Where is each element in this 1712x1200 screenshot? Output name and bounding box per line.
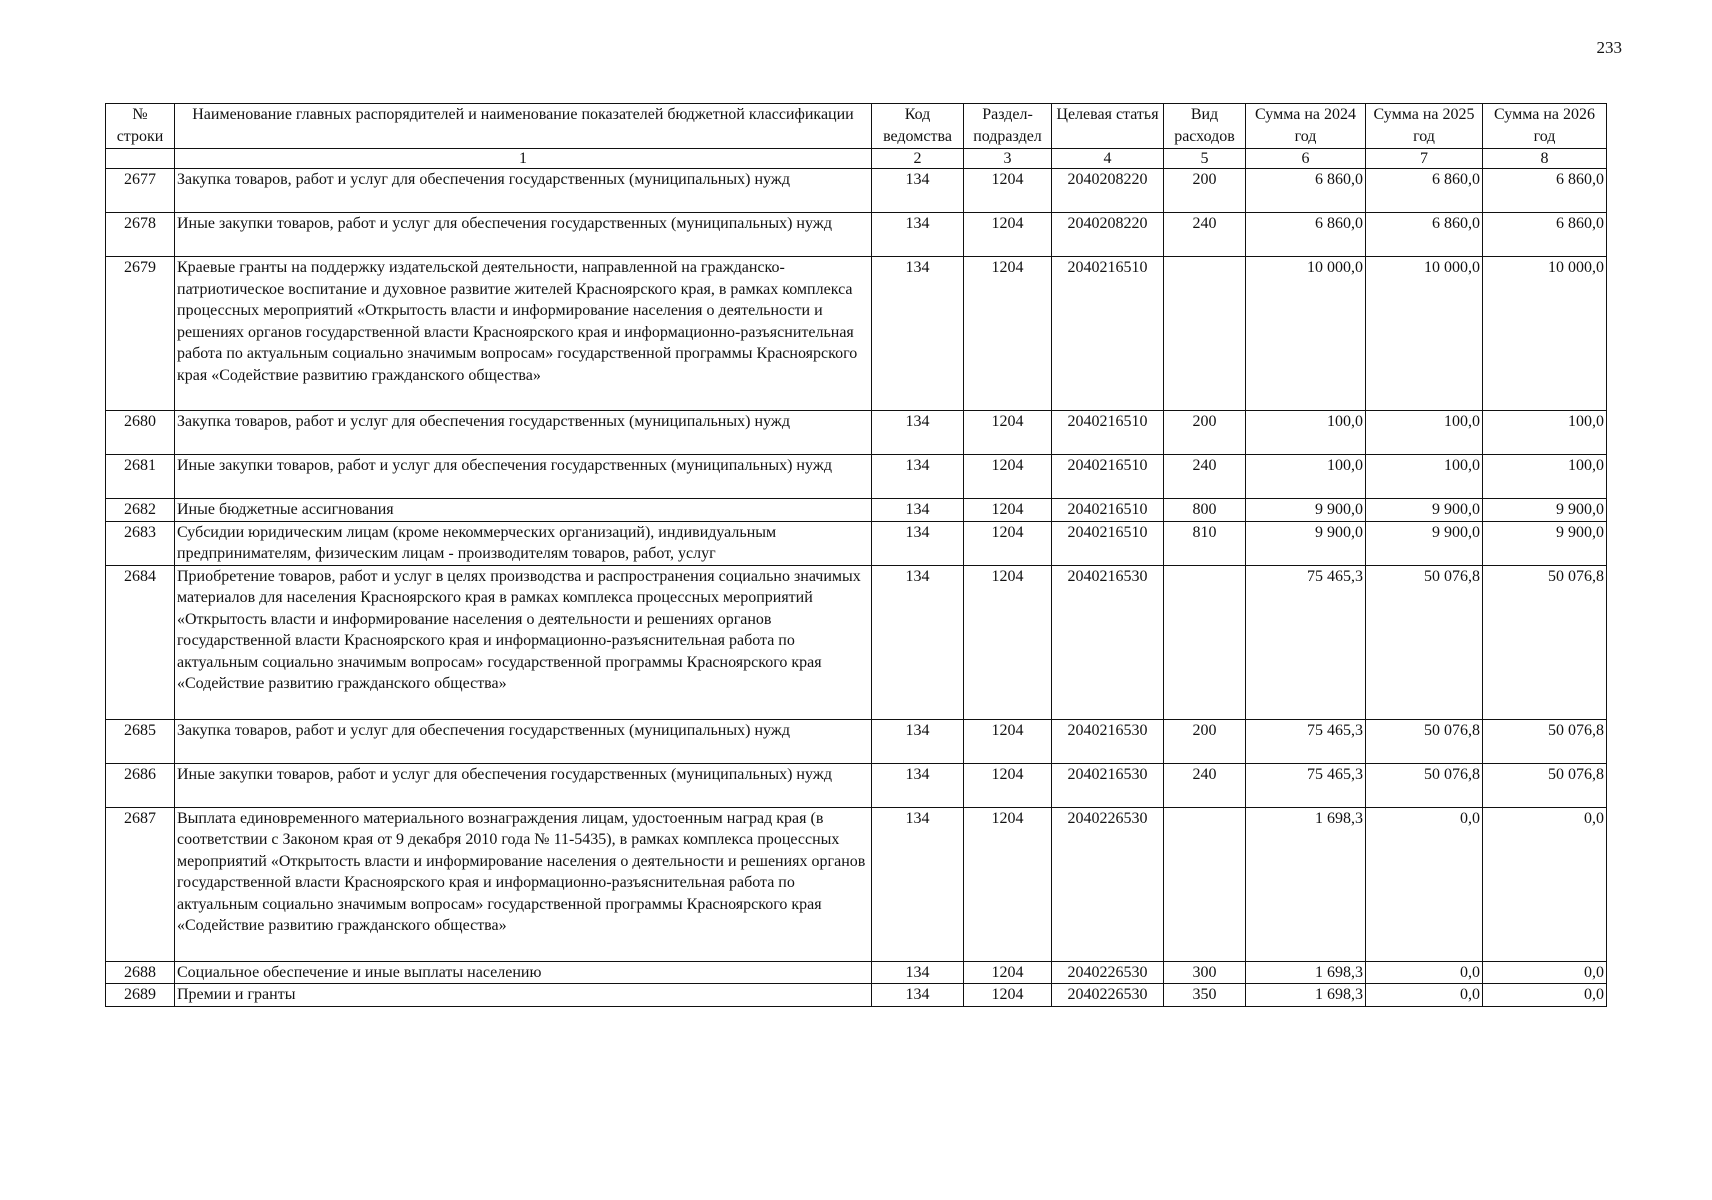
table-row [106, 411, 1607, 455]
row-sum-2026: 10 000,0 [1483, 257, 1607, 411]
row-sum-2024: 1 698,3 [1246, 984, 1366, 1007]
row-target-article: 2040216510 [1052, 257, 1164, 411]
row-sum-2025: 50 076,8 [1366, 565, 1483, 719]
header-row [106, 104, 1607, 149]
table-row [106, 719, 1607, 763]
row-dept-code: 134 [872, 521, 964, 565]
row-sum-2024: 6 860,0 [1246, 213, 1366, 257]
row-expense-type: 800 [1164, 499, 1246, 522]
column-number: 3 [964, 149, 1052, 169]
table-row [106, 807, 1607, 961]
row-name: Приобретение товаров, работ и услуг в целях производства и распространения социально значимых материалов для населения Красноярского края в рамках комплекса процессных мероприятий «Открытость власти и информирование населения о деятельности и решениях органов государственной власти Красноярского края и информационно-разъяснительная работа по актуальным социально значимым вопросам» государственной программы Красноярского края «Содействие развитию гражданского общества» [175, 565, 872, 719]
row-target-article: 2040216530 [1052, 763, 1164, 807]
row-dept-code: 134 [872, 961, 964, 984]
row-section: 1204 [964, 719, 1052, 763]
row-sum-2025: 10 000,0 [1366, 257, 1483, 411]
row-dept-code: 134 [872, 455, 964, 499]
row-section: 1204 [964, 961, 1052, 984]
table-row [106, 961, 1607, 984]
row-sum-2024: 6 860,0 [1246, 169, 1366, 213]
row-name: Иные закупки товаров, работ и услуг для обеспечения государственных (муниципальных) нужд [175, 455, 872, 499]
row-number: 2689 [106, 984, 175, 1007]
row-sum-2026: 6 860,0 [1483, 213, 1607, 257]
header-name: Наименование главных распорядителей и наименование показателей бюджетной классификации [175, 104, 872, 149]
table-row [106, 455, 1607, 499]
row-sum-2025: 100,0 [1366, 411, 1483, 455]
header-expense-type: Вид расходов [1164, 104, 1246, 149]
row-expense-type: 300 [1164, 961, 1246, 984]
row-section: 1204 [964, 763, 1052, 807]
row-dept-code: 134 [872, 169, 964, 213]
table-row [106, 521, 1607, 565]
row-target-article: 2040226530 [1052, 961, 1164, 984]
row-section: 1204 [964, 565, 1052, 719]
row-expense-type: 240 [1164, 455, 1246, 499]
row-dept-code: 134 [872, 807, 964, 961]
row-name: Выплата единовременного материального вознаграждения лицам, удостоенным наград края (в соответствии с Законом края от 9 декабря 2010 года № 11-5435), в рамках комплекса процессных мероприятий «Открытость власти и информирование населения о деятельности и решениях органов государственной власти Красноярского края и информационно-разъяснительная работа по актуальным социально значимым вопросам» государственной программы Красноярского края «Содействие развитию гражданского общества» [175, 807, 872, 961]
row-expense-type: 240 [1164, 213, 1246, 257]
row-number: 2684 [106, 565, 175, 719]
row-sum-2024: 100,0 [1246, 455, 1366, 499]
row-name: Иные закупки товаров, работ и услуг для обеспечения государственных (муниципальных) нужд [175, 213, 872, 257]
row-expense-type [1164, 565, 1246, 719]
row-name: Социальное обеспечение и иные выплаты населению [175, 961, 872, 984]
row-target-article: 2040216510 [1052, 455, 1164, 499]
row-expense-type [1164, 807, 1246, 961]
row-section: 1204 [964, 499, 1052, 522]
column-number: 8 [1483, 149, 1607, 169]
row-sum-2025: 9 900,0 [1366, 499, 1483, 522]
header-target-article: Целевая статья [1052, 104, 1164, 149]
row-sum-2026: 0,0 [1483, 807, 1607, 961]
row-sum-2026: 0,0 [1483, 984, 1607, 1007]
row-number: 2681 [106, 455, 175, 499]
row-sum-2024: 9 900,0 [1246, 499, 1366, 522]
row-number: 2679 [106, 257, 175, 411]
row-name: Премии и гранты [175, 984, 872, 1007]
row-sum-2026: 0,0 [1483, 961, 1607, 984]
row-target-article: 2040208220 [1052, 169, 1164, 213]
page-number: 233 [1596, 38, 1622, 57]
row-dept-code: 134 [872, 565, 964, 719]
row-number: 2680 [106, 411, 175, 455]
table-row [106, 213, 1607, 257]
row-expense-type: 200 [1164, 411, 1246, 455]
table-row [106, 763, 1607, 807]
row-dept-code: 134 [872, 411, 964, 455]
row-target-article: 2040226530 [1052, 984, 1164, 1007]
table-row [106, 565, 1607, 719]
table-row [106, 499, 1607, 522]
row-sum-2025: 50 076,8 [1366, 763, 1483, 807]
row-sum-2024: 10 000,0 [1246, 257, 1366, 411]
row-section: 1204 [964, 455, 1052, 499]
row-dept-code: 134 [872, 213, 964, 257]
row-target-article: 2040216530 [1052, 565, 1164, 719]
row-sum-2024: 75 465,3 [1246, 719, 1366, 763]
row-sum-2025: 6 860,0 [1366, 169, 1483, 213]
header-sum-2026: Сумма на 2026 год [1483, 104, 1607, 149]
row-expense-type: 810 [1164, 521, 1246, 565]
row-sum-2026: 50 076,8 [1483, 763, 1607, 807]
row-sum-2026: 50 076,8 [1483, 565, 1607, 719]
row-expense-type [1164, 257, 1246, 411]
row-number: 2682 [106, 499, 175, 522]
row-expense-type: 200 [1164, 169, 1246, 213]
row-name: Иные закупки товаров, работ и услуг для обеспечения государственных (муниципальных) нужд [175, 763, 872, 807]
row-sum-2024: 1 698,3 [1246, 961, 1366, 984]
row-sum-2025: 100,0 [1366, 455, 1483, 499]
row-name: Закупка товаров, работ и услуг для обеспечения государственных (муниципальных) нужд [175, 411, 872, 455]
row-sum-2025: 0,0 [1366, 807, 1483, 961]
row-dept-code: 134 [872, 719, 964, 763]
column-number: 1 [175, 149, 872, 169]
column-number: 6 [1246, 149, 1366, 169]
row-sum-2025: 50 076,8 [1366, 719, 1483, 763]
header-dept-code: Код ведомства [872, 104, 964, 149]
row-sum-2026: 100,0 [1483, 455, 1607, 499]
column-number [106, 149, 175, 169]
row-target-article: 2040216530 [1052, 719, 1164, 763]
row-number: 2687 [106, 807, 175, 961]
row-section: 1204 [964, 213, 1052, 257]
column-number: 5 [1164, 149, 1246, 169]
row-number: 2677 [106, 169, 175, 213]
row-sum-2024: 9 900,0 [1246, 521, 1366, 565]
row-sum-2024: 1 698,3 [1246, 807, 1366, 961]
row-dept-code: 134 [872, 499, 964, 522]
row-section: 1204 [964, 521, 1052, 565]
column-number-row [106, 149, 1607, 169]
row-number: 2688 [106, 961, 175, 984]
row-sum-2024: 75 465,3 [1246, 763, 1366, 807]
row-sum-2025: 6 860,0 [1366, 213, 1483, 257]
row-section: 1204 [964, 807, 1052, 961]
header-sum-2024: Сумма на 2024 год [1246, 104, 1366, 149]
row-expense-type: 350 [1164, 984, 1246, 1007]
row-expense-type: 240 [1164, 763, 1246, 807]
row-sum-2025: 0,0 [1366, 961, 1483, 984]
row-section: 1204 [964, 411, 1052, 455]
row-sum-2025: 0,0 [1366, 984, 1483, 1007]
table-row [106, 169, 1607, 213]
table-row [106, 257, 1607, 411]
column-number: 7 [1366, 149, 1483, 169]
row-name: Краевые гранты на поддержку издательской деятельности, направленной на гражданско-патриотическое воспитание и духовное развитие жителей Красноярского края, в рамках комплекса процессных мероприятий «Открытость власти и информирование населения о деятельности и решениях органов государственной власти Красноярского края и информационно-разъяснительная работа по актуальным социально значимым вопросам» государственной программы Красноярского края «Содействие развитию гражданского общества» [175, 257, 872, 411]
header-sum-2025: Сумма на 2025 год [1366, 104, 1483, 149]
row-number: 2683 [106, 521, 175, 565]
header-section: Раздел-подраздел [964, 104, 1052, 149]
table-row [106, 984, 1607, 1007]
row-number: 2685 [106, 719, 175, 763]
row-section: 1204 [964, 257, 1052, 411]
row-dept-code: 134 [872, 257, 964, 411]
row-number: 2686 [106, 763, 175, 807]
row-section: 1204 [964, 984, 1052, 1007]
header-row-number: № строки [106, 104, 175, 149]
row-number: 2678 [106, 213, 175, 257]
row-name: Иные бюджетные ассигнования [175, 499, 872, 522]
row-sum-2025: 9 900,0 [1366, 521, 1483, 565]
row-expense-type: 200 [1164, 719, 1246, 763]
row-sum-2024: 100,0 [1246, 411, 1366, 455]
row-target-article: 2040216510 [1052, 521, 1164, 565]
row-sum-2024: 75 465,3 [1246, 565, 1366, 719]
row-sum-2026: 6 860,0 [1483, 169, 1607, 213]
row-target-article: 2040226530 [1052, 807, 1164, 961]
column-number: 4 [1052, 149, 1164, 169]
row-name: Закупка товаров, работ и услуг для обеспечения государственных (муниципальных) нужд [175, 169, 872, 213]
row-target-article: 2040216510 [1052, 499, 1164, 522]
row-sum-2026: 100,0 [1483, 411, 1607, 455]
row-section: 1204 [964, 169, 1052, 213]
budget-table [105, 103, 1607, 1007]
row-sum-2026: 9 900,0 [1483, 521, 1607, 565]
row-dept-code: 134 [872, 984, 964, 1007]
column-number: 2 [872, 149, 964, 169]
row-sum-2026: 9 900,0 [1483, 499, 1607, 522]
row-sum-2026: 50 076,8 [1483, 719, 1607, 763]
row-name: Субсидии юридическим лицам (кроме некоммерческих организаций), индивидуальным предпринимателям, физическим лицам - производителям товаров, работ, услуг [175, 521, 872, 565]
row-name: Закупка товаров, работ и услуг для обеспечения государственных (муниципальных) нужд [175, 719, 872, 763]
row-target-article: 2040208220 [1052, 213, 1164, 257]
table-body [106, 169, 1607, 1007]
row-dept-code: 134 [872, 763, 964, 807]
row-target-article: 2040216510 [1052, 411, 1164, 455]
